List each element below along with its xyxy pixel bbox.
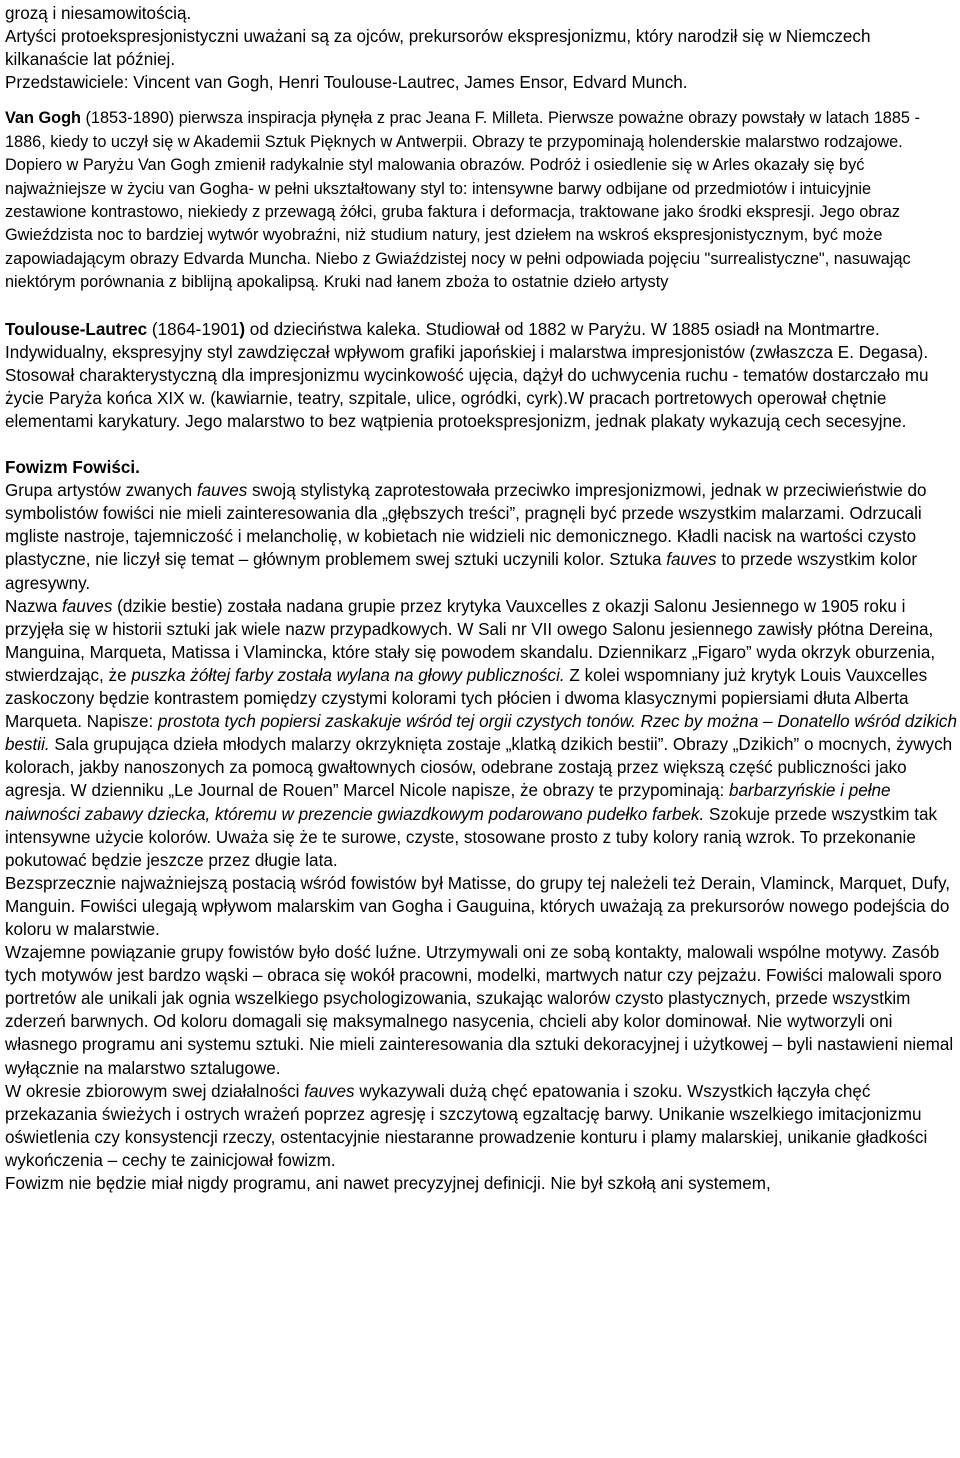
italic-text: fauves bbox=[666, 550, 717, 570]
text-run: W okresie zbiorowym swej działalności bbox=[5, 1081, 305, 1101]
paragraph: Wzajemne powiązanie grupy fowistów było dość luźne. Utrzymywali oni ze sobą kontakty, malowali wspólne motywy. Zasób tych motywów jest bardzo wąski – obraca się wokół pracowni, modelki, martwych natur czy pejzażu. Fowiści malowali sporo portretów ale unikali jak ognia wszelkiego psychologizowania, szukając walorów czysto plastycznych, przede wszystkim zderzeń barwnych. Od koloru domagali się maksymalnego nasycenia, chcieli aby kolor dominował. Nie wytworzyli oni własnego programu ani systemu sztuki. Nie mieli zainteresowania dla sztuki dekoracyjnej i użytkowej – byli nastawieni niemal wyłącznie na malarstwo sztalugowe. bbox=[5, 943, 954, 1078]
protoexpressionism-section bbox=[5, 2, 957, 94]
van-gogh-paragraph bbox=[5, 107, 957, 294]
closing-paren: ) bbox=[239, 319, 246, 339]
paragraph bbox=[5, 595, 957, 872]
italic-text: barbarzyńskie i pełne naiwności zabawy dziecka, któremu w prezencie gwiazdkowym podarowano pudełko farbek. bbox=[5, 781, 891, 824]
text-run: swoją stylistyką zaprotestowała przeciwko impresjonizmowi, jednak w przeciwieństwie do symbolistów fowiści nie mieli zainteresowania dla „głębszych treści”, pragnęli być przede wszystkim malarzami. Odrzucali mgliste nastroje, tajemniczość i melancholię, w kobietach nie widzieli nic demonicznego. Kładli nacisk na wartości czysto plastyczne, nie liczył się temat – głównym problemem swej sztuki uczynili kolor. Sztuka bbox=[5, 481, 927, 570]
italic-text: puszka żółtej farby została wylana na głowy publiczności. bbox=[131, 665, 565, 685]
paragraph: Bezsprzecznie najważniejszą postacią wśród fowistów był Matisse, do grupy tej należeli też Derain, Vlaminck, Marquet, Dufy, Manguin. Fowiści ulegają wpływom malarskim van Gogha i Gauguina, których uważają za prekursorów nowego podejścia do koloru w malarstwie. bbox=[5, 873, 950, 939]
italic-text: fauves bbox=[62, 596, 113, 616]
italic-text: fauves bbox=[304, 1081, 355, 1101]
paragraph: Artyści protoekspresjonistyczni uważani są za ojców, prekursorów ekspresjonizmu, który narodził się w Niemczech kilkanaście lat później. bbox=[5, 27, 871, 70]
text-run: to przede wszystkim kolor agresywny. bbox=[5, 550, 918, 593]
text-run: (dzikie bestie) została nadana grupie przez krytyka Vauxcelles z okazji Salonu Jesiennego w 1905 roku i przyjęła się w historii sztuki jak wiele nazw przypadkowych. W Sali nr VII owego Salonu jesiennego zawisły płótna Dereina, Manguina, Marqueta, Matissa i Vlamincka, które stały się powodem skandalu. Dziennikarz „Figaro” wyda okrzyk oburzenia, stwierdzając, że bbox=[5, 596, 936, 685]
fowizm-section bbox=[5, 456, 957, 1195]
artist-name: Van Gogh bbox=[5, 109, 81, 128]
text-run: Grupa artystów zwanych bbox=[5, 481, 197, 501]
paragraph: Przedstawiciele: Vincent van Gogh, Henri Toulouse-Lautrec, James Ensor, Edvard Munch. bbox=[5, 73, 688, 93]
toulouse-lautrec-section bbox=[5, 318, 957, 433]
paragraph-text: od dzieciństwa kaleka. Studiował od 1882 w Paryżu. W 1885 osiadł na Montmartre. Indywidualny, ekspresyjny styl zawdzięczał wpływom grafiki japońskiej i malarstwa impresjonistów (zwłaszcza E. Degasa). Stosował charakterystyczną dla impresjonizmu wycinkowość ujęcia, dążył do uchwycenia ruchu - tematów dostarczało mu życie Paryża końca XIX w. (kawiarnie, teatry, szpitale, ulice, ogródki, cyrk).W pracach portretowych operował chętnie elementami karykatury. Jego malarstwo to bez wątpienia protoekspresjonizm, jednak plakaty wykazują cech secesyjne. bbox=[5, 319, 929, 431]
text-run: Sala grupująca dzieła młodych malarzy okrzyknięta zostaje „klatką dzikich bestii”. Obrazy „Dzikich” o mocnych, żywych kolorach, jakby nanoszonych za pomocą gwałtownych ciosów, odebrane zostają przez większą część publiczności jako agresja. W dzienniku „Le Journal de Rouen” Marcel Nicole napisze, że obrazy te przypominają: bbox=[5, 735, 953, 801]
text-run: Z kolei wspomniany już krytyk Louis Vauxcelles zaskoczony będzie kontrastem pomiędzy czystymi kolorami tych płócien i dwoma klasycznymi popiersiami dłuta Alberta Marqueta. Napisze: bbox=[5, 665, 928, 732]
paragraph bbox=[5, 479, 957, 594]
italic-text: prostota tych popiersi zaskakuje wśród tej orgii czystych tonów. Rzec by można – Donatello wśród dzikich bestii. bbox=[5, 712, 957, 755]
text-run: Nazwa bbox=[5, 596, 62, 616]
text-run: wykazywali dużą chęć epatowania i szoku. Wszystkich łączyła chęć przekazania świeżych i ostrych wrażeń poprzez agresję i szczytową egzaltację barwy. Unikanie wszelkiego imitacjonizmu oświetlenia czy konsystencji rzeczy, ostentacyjnie niestaranne prowadzenie konturu i plamy malarskiej, unikanie gładkości wykończenia – cechy te zainicjował fowizm. bbox=[5, 1081, 928, 1170]
van-gogh-section bbox=[5, 107, 957, 294]
paragraph-text: (1853-1890) pierwsza inspiracja płynęła z prac Jeana F. Milleta. Pierwsze poważne obrazy powstały w latach 1885 - 1886, kiedy to uczył się w Akademii Sztuk Pięknych w Antwerpii. Obrazy te przypominają holenderskie malarstwo rodzajowe. Dopiero w Paryżu Van Gogh zmienił radykalnie styl malowania obrazów. Podróż i osiedlenie się w Arles okazały się być najważniejsze w życiu van Gogha- w pełni ukształtowany styl to: intensywne barwy odbijane od przedmiotów i intuicyjnie zestawione kontrastowo, niekiedy z przewagą żółci, gruba faktura i deformacja, traktowane jako środki ekspresji. Jego obraz Gwieździsta noc to bardziej wytwór wyobraźni, niż studium natury, jest dziełem na wskroś ekspresjonistycznym, być może zapowiadającym obrazy Edvarda Muncha. Niebo z Gwiaździstej nocy w pełni odpowiada pojęciu "surrealistyczne", nasuwając niektórym porównania z biblijną apokalipsą. Kruki nad łanem zboża to ostatnie dzieło artysty bbox=[5, 109, 920, 292]
artist-name: Toulouse-Lautrec bbox=[5, 319, 148, 339]
paragraph bbox=[5, 1080, 957, 1172]
toulouse-lautrec-paragraph bbox=[5, 318, 957, 433]
artist-years: (1864-1901 bbox=[147, 319, 240, 339]
italic-text: fauves bbox=[196, 481, 248, 501]
section-heading: Fowizm Fowiści. bbox=[5, 458, 140, 478]
paragraph: grozą i niesamowitością. bbox=[5, 4, 192, 23]
document-page bbox=[5, 2, 957, 1195]
text-run: Szokuje przede wszystkim tak intensywne użycie kolorów. Uważa się że te surowe, czyste, stosowane prosto z tuby kolory ranią wzrok. To przekonanie pokutować będzie jeszcze przez długie lata. bbox=[5, 804, 938, 870]
paragraph: Fowizm nie będzie miał nigdy programu, ani nawet precyzyjnej definicji. Nie był szkołą ani systemem, bbox=[5, 1174, 771, 1193]
